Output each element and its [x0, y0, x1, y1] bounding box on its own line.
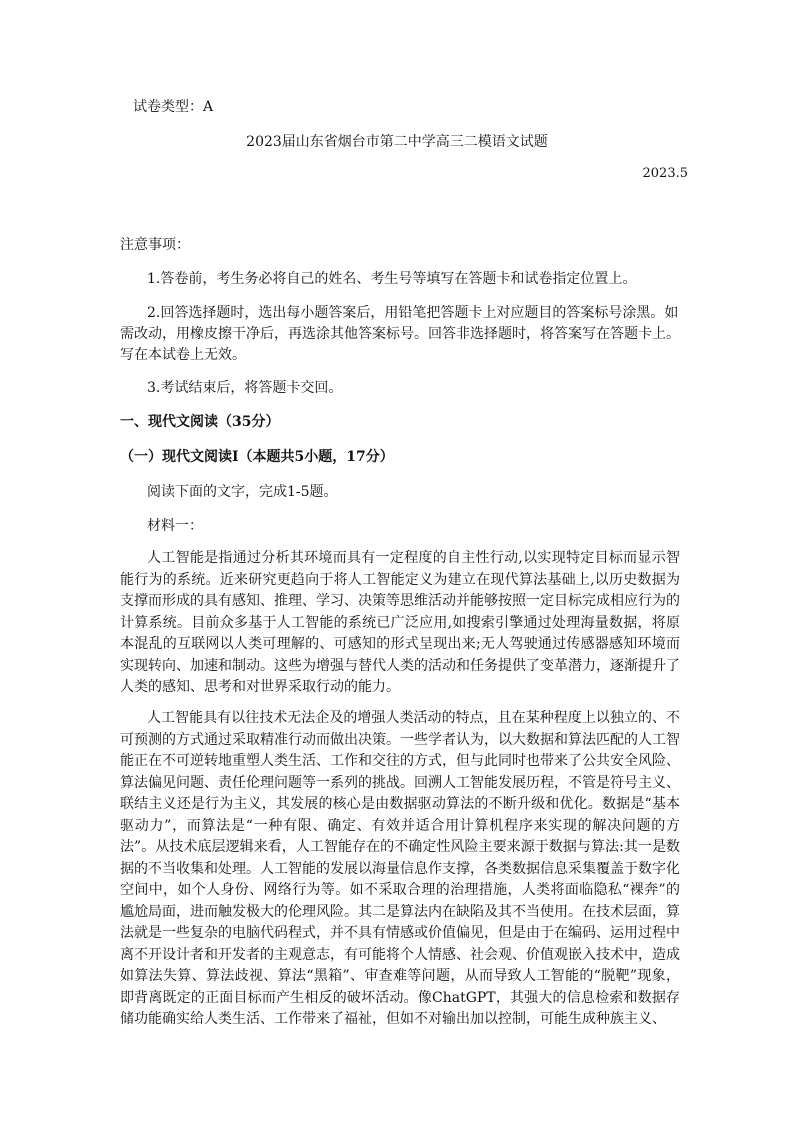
notice-item-2: 2.回答选择题时，选出每小题答案后，用铅笔把答题卡上对应题目的答案标号涂黑。如需改动，用橡皮擦干净后，再选涂其他答案标号。回答非选择题时，将答案写在答题卡上。写在本试卷上无效。 — [120, 305, 680, 363]
notice-item-3: 3.考试结束后，将答题卡交回。 — [147, 380, 343, 396]
subsection-title: （一）现代文阅读Ⅰ（本题共5小题，17分） — [120, 449, 394, 465]
exam-title: 2023届山东省烟台市第二中学高三二模语文试题 — [246, 134, 548, 150]
material-paragraph-1: 人工智能是指通过分析其环境而具有一定程度的自主性行动,以实现特定目标而显示智能行为的系统。近来研究更趋向于将人工智能定义为建立在现代算法基础上,以历史数据为支撑而形成的具有感知、推理、学习、决策等思维活动并能够按照一定目标完成相应行为的计算系统。目前众多基于人工智能的系统已广泛应用,如搜索引擎通过处理海量数据，将原本混乱的互联网以人类可理解的、可感知的形式呈现出来;无人驾驶通过传感器感知环境而实现转向、加速和制动。这些为增强与替代人类的活动和任务提供了变革潜力，逐渐提升了人类的感知、思考和对世界采取行动的能力。 — [120, 550, 680, 695]
section-title: 一、现代文阅读（35分） — [120, 414, 280, 430]
material-paragraph-2: 人工智能具有以往技术无法企及的增强人类活动的特点，且在某种程度上以独立的、不可预测的方式通过采取精准行动而做出决策。一些学者认为，以大数据和算法匹配的人工智能正在不可逆转地重塑人类生活、工作和交往的方式，但与此同时也带来了公共安全风险、算法偏见问题、责任伦理问题等一系列的挑战。回溯人工智能发展历程，不管是符号主义、联结主义还是行为主义，其发展的核心是由数据驱动算法的不断升级和优化。数据是“基本驱动力”，而算法是“一种有限、确定、有效并适合用计算机程序来实现的解决问题的方法”。从技术底层逻辑来看，人工智能存在的不确定性风险主要来源于数据与算法:其一是数据的不当收集和处理。人工智能的发展以海量信息作支撑，各类数据信息采集覆盖于数字化空间中，如个人身份、网络行为等。如不采取合理的治理措施，人类将面临隐私“裸奔”的尴尬局面，进而触发极大的伦理风险。其二是算法内在缺陷及其不当使用。在技术层面，算法就是一些复杂的电脑代码程式，并不具有情感或价值偏见，但是由于在编码、运用过程中离不开设计者和开发者的主观意志，有可能将个人情感、社会观、价值观嵌入技术中，造成如算法失算、算法歧视、算法“黑箱”、审查难等问题，从而导致人工智能的“脱靶”现象，即背离既定的正面目标而产生相反的破坏活动。像ChatGPT，其强大的信息检索和数据存储功能确实给人类生活、工作带来了福祉，但如不对输出加以控制，可能生成种族主义、 — [120, 710, 680, 1027]
notice-heading: 注意事项： — [120, 237, 190, 253]
reading-instruction: 阅读下面的文字，完成1-5题。 — [147, 484, 338, 500]
material-label: 材料一： — [147, 518, 203, 534]
notice-item-1: 1.答卷前，考生务必将自己的姓名、考生号等填写在答题卡和试卷指定位置上。 — [147, 271, 637, 287]
paper-type: 试卷类型：A — [133, 99, 214, 115]
exam-date: 2023.5 — [642, 166, 688, 181]
